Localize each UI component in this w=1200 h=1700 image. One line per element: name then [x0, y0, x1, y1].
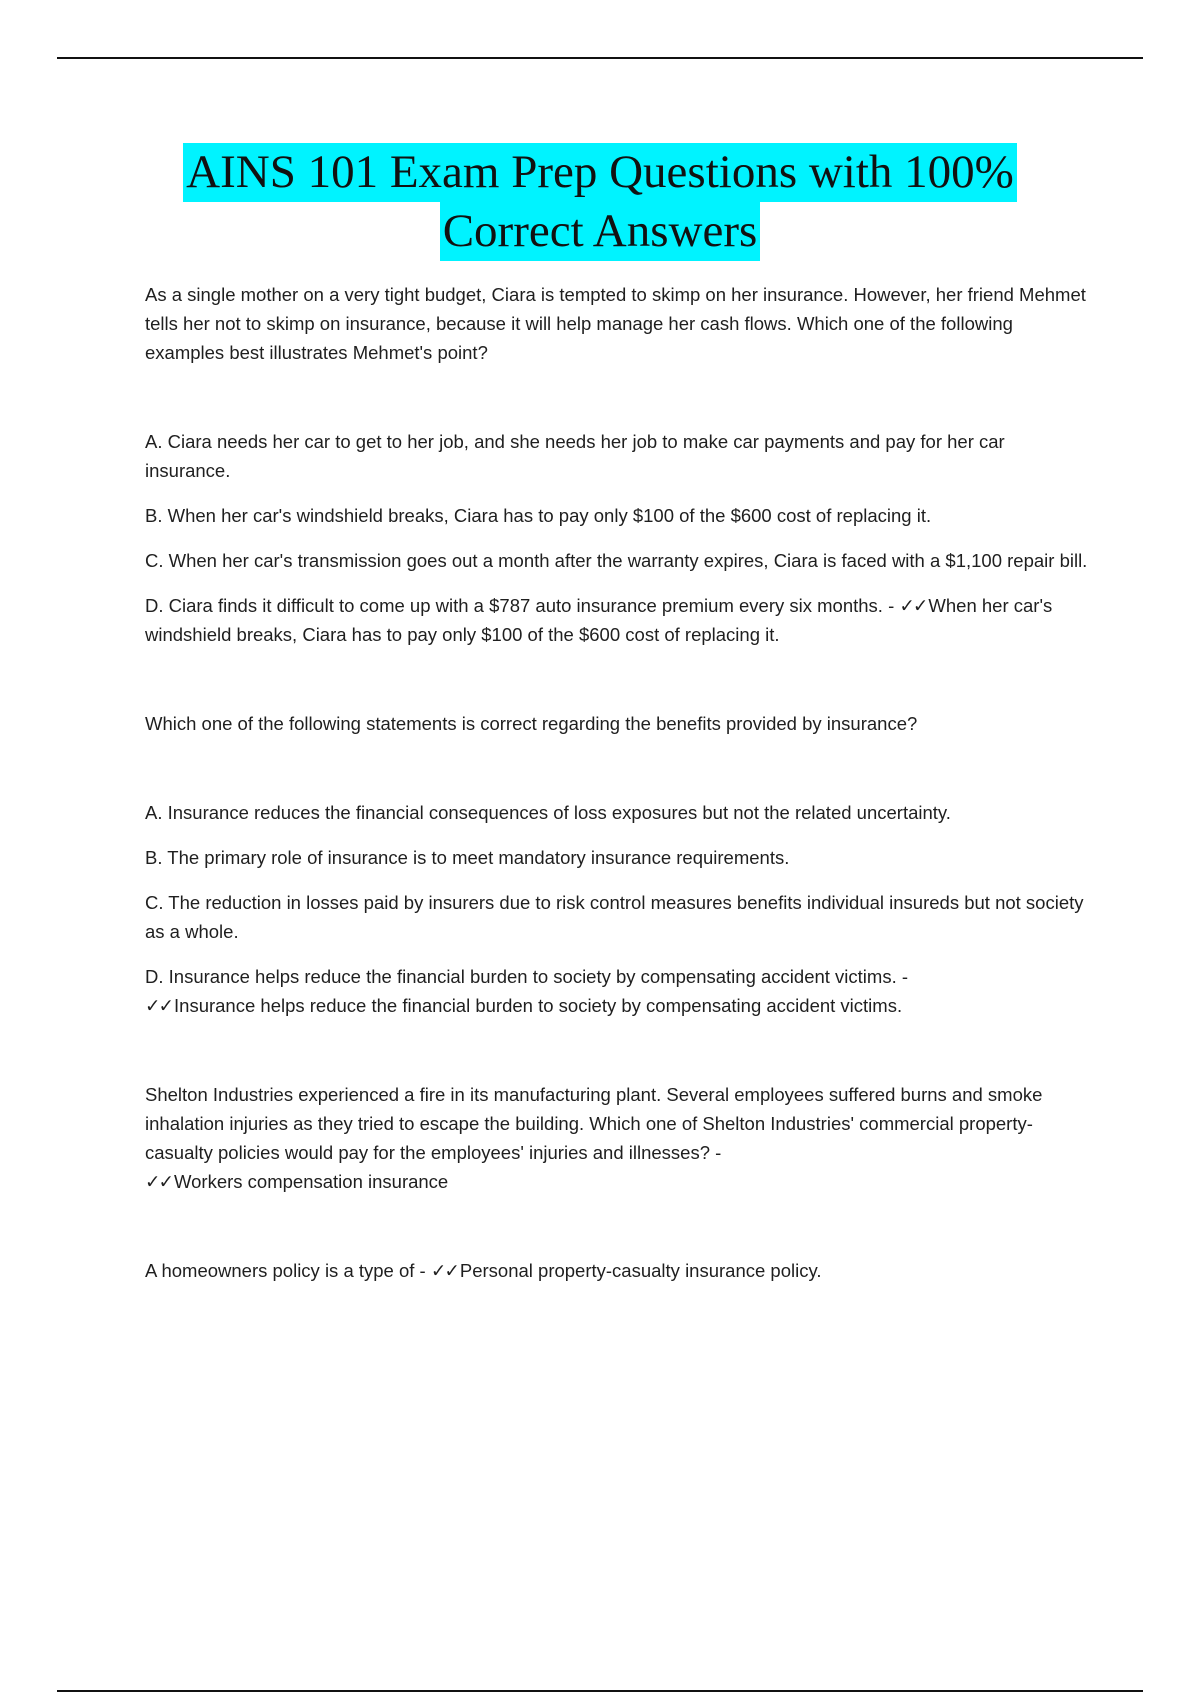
question-4	[145, 1256, 1090, 1285]
question-4-text: A homeowners policy is a type of -	[145, 1260, 431, 1281]
question-3-answer: Workers compensation insurance	[174, 1171, 449, 1192]
document-title	[0, 143, 1200, 261]
question-2-answer: Insurance helps reduce the financial burden to society by compensating accident victims.	[174, 995, 903, 1016]
question-1-option-d-text: D. Ciara finds it difficult to come up with a $787 auto insurance premium every six months. -	[145, 595, 900, 616]
check-mark-icon: ✓✓	[145, 1171, 173, 1192]
question-1-text: As a single mother on a very tight budget, Ciara is tempted to skimp on her insurance. However, her friend Mehmet tells her not to skimp on insurance, because it will help manage her cash flows. Which one of the following examples best illustrates Mehmet's point?	[145, 284, 1086, 363]
question-1-option-b: B. When her car's windshield breaks, Ciara has to pay only $100 of the $600 cost of replacing it.	[145, 505, 932, 526]
question-2-option-a: A. Insurance reduces the financial consequences of loss exposures but not the related uncertainty.	[145, 802, 951, 823]
check-mark-icon: ✓✓	[145, 995, 173, 1016]
question-2-text: Which one of the following statements is correct regarding the benefits provided by insurance?	[145, 713, 918, 734]
question-1-option-a: A. Ciara needs her car to get to her job, and she needs her job to make car payments and pay for her car insurance.	[145, 431, 1005, 481]
top-rule	[57, 57, 1143, 59]
title-line-2: Correct Answers	[440, 202, 761, 261]
check-mark-icon: ✓✓	[430, 1260, 458, 1281]
question-3	[145, 1080, 1090, 1196]
question-2-option-d-text: D. Insurance helps reduce the financial burden to society by compensating accident victims. -	[145, 966, 909, 987]
document-body	[145, 280, 1090, 1345]
title-line-1: AINS 101 Exam Prep Questions with 100%	[183, 143, 1017, 202]
question-2-option-d	[145, 962, 1090, 1020]
question-3-text: Shelton Industries experienced a fire in its manufacturing plant. Several employees suffered burns and smoke inhalation injuries as they tried to escape the building. Which one of Shelton Industries' commercial property-casualty policies would pay for the employees' injuries and illnesses? -	[145, 1084, 1043, 1163]
question-4-answer: Personal property-casualty insurance policy.	[459, 1260, 822, 1281]
question-1-option-c: C. When her car's transmission goes out a month after the warranty expires, Ciara is faced with a $1,100 repair bill.	[145, 550, 1088, 571]
question-1-option-d	[145, 591, 1090, 649]
question-1-answer: When her car's windshield breaks, Ciara has to pay only $100 of the $600 cost of replacing it.	[145, 595, 1053, 645]
question-2-option-b: B. The primary role of insurance is to meet mandatory insurance requirements.	[145, 847, 790, 868]
bottom-rule	[57, 1690, 1143, 1692]
question-2-option-c: C. The reduction in losses paid by insurers due to risk control measures benefits individual insureds but not society as a whole.	[145, 892, 1084, 942]
check-mark-icon: ✓✓	[899, 595, 927, 616]
